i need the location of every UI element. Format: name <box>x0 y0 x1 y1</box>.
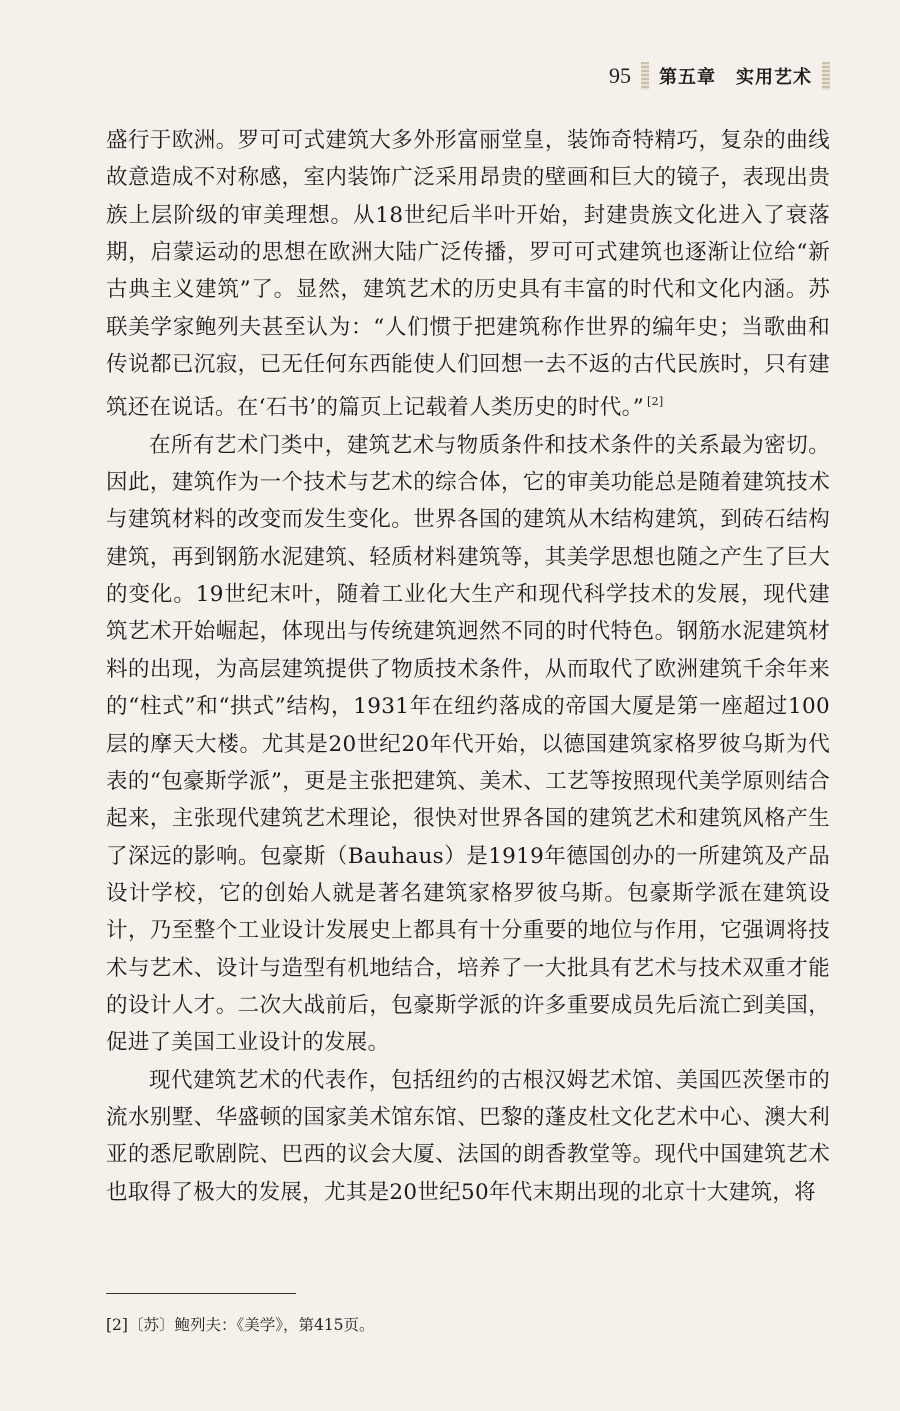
paragraph-1-text: 盛行于欧洲。罗可可式建筑大多外形富丽堂皇，装饰奇特精巧，复杂的曲线故意造成不对称感，室内装饰广泛采用昂贵的壁画和巨大的镜子，表现出贵族上层阶级的审美理想。从18世纪后半叶开始，封建贵族文化进入了衰落期，启蒙运动的思想在欧洲大陆广泛传播，罗可可式建筑也逐渐让位给“新古典主义建筑”了。显然，建筑艺术的历史具有丰富的时代和文化内涵。苏联美学家鲍列夫甚至认为：“人们惯于把建筑称作世界的编年史；当歌曲和传说都已沉寂，已无任何东西能使人们回想一去不返的古代民族时，只有建筑还在说话。在‘石书’的篇页上记载着人类历史的时代。” <box>106 128 830 421</box>
header-ornament-bar-right <box>822 62 830 90</box>
footnote: [2]〔苏〕鲍列夫：《美学》，第415页。 <box>106 1316 375 1334</box>
running-header <box>609 62 830 90</box>
header-ornament-bar <box>641 62 649 90</box>
footnote-ref: [2] <box>647 395 664 409</box>
footnote-divider <box>106 1293 296 1294</box>
chapter-title: 第五章 <box>659 67 716 88</box>
paragraph-2: 在所有艺术门类中，建筑艺术与物质条件和技术条件的关系最为密切。因此，建筑作为一个技术与艺术的综合体，它的审美功能总是随着建筑技术与建筑材料的改变而发生变化。世界各国的建筑从木结构建筑，到砖石结构建筑，再到钢筋水泥建筑、轻质材料建筑等，其美学思想也随之产生了巨大的变化。19世纪末叶，随着工业化大生产和现代科学技术的发展，现代建筑艺术开始崛起，体现出与传统建筑迥然不同的时代特色。钢筋水泥建筑材料的出现，为高层建筑提供了物质技术条件，从而取代了欧洲建筑千余年来的“柱式”和“拱式”结构，1931年在纽约落成的帝国大厦是第一座超过100层的摩天大楼。尤其是20世纪20年代开始，以德国建筑家格罗彼乌斯为代表的“包豪斯学派”，更是主张把建筑、美术、工艺等按照现代美学原则结合起来，主张现代建筑艺术理论，很快对世界各国的建筑艺术和建筑风格产生了深远的影响。包豪斯（Bauhaus）是1919年德国创办的一所建筑及产品设计学校，它的创始人就是著名建筑家格罗彼乌斯。包豪斯学派在建筑设计，乃至整个工业设计发展史上都具有十分重要的地位与作用，它强调将技术与艺术、设计与造型有机地结合，培养了一大批具有艺术与技术双重才能的设计人才。二次大战前后，包豪斯学派的许多重要成员先后流亡到美国，促进了美国工业设计的发展。 <box>106 432 830 1056</box>
page-number: 95 <box>609 63 631 88</box>
paragraph-3: 现代建筑艺术的代表作，包括纽约的古根汉姆艺术馆、美国匹茨堡市的流水别墅、华盛顿的国家美术馆东馆、巴黎的蓬皮杜文化艺术中心、澳大利亚的悉尼歌剧院、巴西的议会大厦、法国的朗香教堂等。现代中国建筑艺术也取得了极大的发展，尤其是20世纪50年代末期出现的北京十大建筑，将 <box>106 1067 830 1205</box>
body-text <box>106 122 830 1211</box>
paragraph-1 <box>106 122 830 427</box>
section-title: 实用艺术 <box>736 67 812 88</box>
